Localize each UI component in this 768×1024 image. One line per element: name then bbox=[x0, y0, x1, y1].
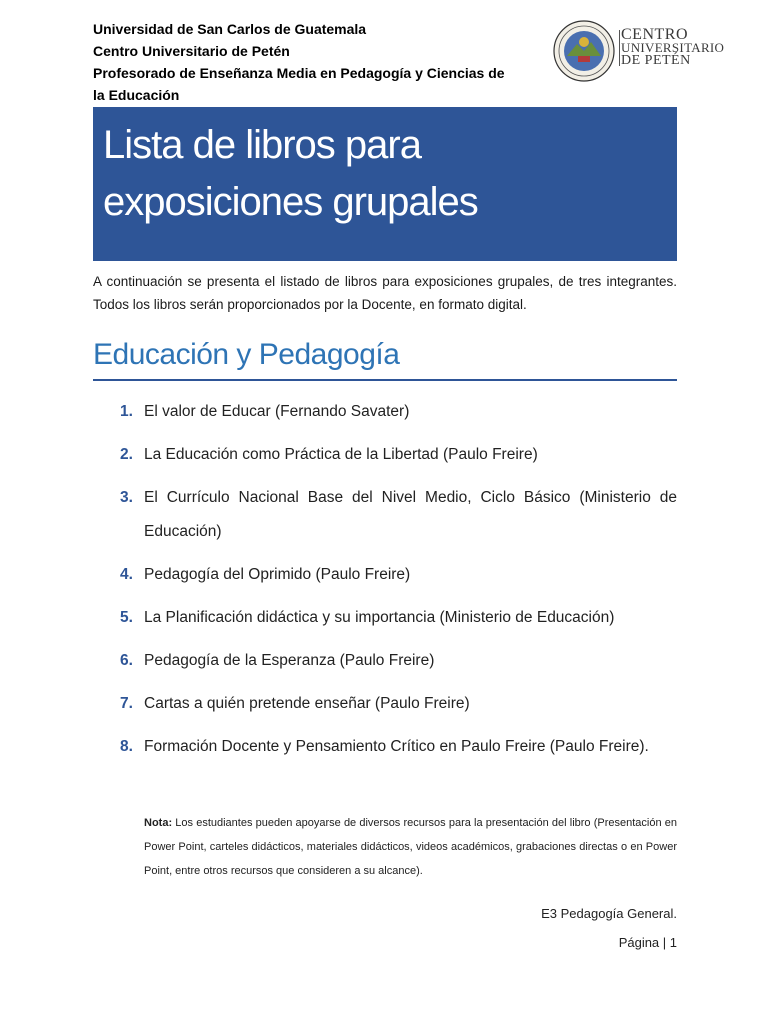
list-item bbox=[93, 481, 677, 549]
course-footer: E3 Pedagogía General. bbox=[541, 906, 677, 921]
list-number: 2. bbox=[120, 446, 133, 463]
section-heading: Educación y Pedagogía bbox=[93, 338, 400, 371]
brand-line-3: DE PETÉN bbox=[621, 53, 691, 68]
list-item bbox=[93, 687, 677, 721]
book-title: Pedagogía de la Esperanza (Paulo Freire) bbox=[144, 652, 435, 669]
book-title: La Planificación didáctica y su importancia (Ministerio de Educación) bbox=[144, 609, 615, 626]
section-divider bbox=[93, 379, 677, 381]
title-banner bbox=[93, 107, 677, 261]
list-number: 6. bbox=[120, 652, 133, 669]
book-title: El Currículo Nacional Base del Nivel Medio, Ciclo Básico (Ministerio de Educación) bbox=[144, 489, 677, 540]
list-number: 5. bbox=[120, 609, 133, 626]
note-label: Nota: bbox=[144, 817, 173, 829]
list-item bbox=[93, 601, 677, 635]
book-title: Pedagogía del Oprimido (Paulo Freire) bbox=[144, 566, 411, 583]
program-name-line1: Profesorado de Enseñanza Media en Pedagogía y Ciencias de bbox=[93, 65, 505, 81]
list-item bbox=[93, 438, 677, 472]
brand-wordmark bbox=[621, 28, 724, 67]
list-number: 3. bbox=[120, 489, 133, 506]
list-number: 1. bbox=[120, 403, 133, 420]
book-list bbox=[93, 395, 677, 773]
program-name-line2: la Educación bbox=[93, 87, 180, 103]
list-number: 7. bbox=[120, 695, 133, 712]
university-seal-icon bbox=[553, 20, 615, 82]
note-text: Los estudiantes pueden apoyarse de diversos recursos para la presentación del libro (Presentación en Power Point, carteles didácticos, materiales didácticos, videos académicos, grabaciones directas o en Power Point, entre otros recursos que consideren a su alcance). bbox=[144, 817, 677, 877]
book-title: Formación Docente y Pensamiento Crítico en Paulo Freire (Paulo Freire). bbox=[144, 738, 649, 755]
list-number: 8. bbox=[120, 738, 133, 755]
book-title: El valor de Educar (Fernando Savater) bbox=[144, 403, 410, 420]
institution-logo bbox=[553, 20, 743, 84]
list-number: 4. bbox=[120, 566, 133, 583]
page-number: Página | 1 bbox=[618, 935, 677, 950]
list-item bbox=[93, 644, 677, 678]
brand-divider bbox=[619, 30, 620, 66]
note-paragraph bbox=[144, 811, 677, 883]
header-block bbox=[93, 18, 543, 106]
title-line-1: Lista de libros para bbox=[103, 123, 421, 167]
list-item bbox=[93, 395, 677, 429]
document-title bbox=[103, 117, 663, 231]
title-line-2: exposiciones grupales bbox=[103, 180, 478, 224]
brand-line-2: UNIVERSITARIO bbox=[621, 40, 725, 55]
center-name: Centro Universitario de Petén bbox=[93, 43, 290, 59]
university-name: Universidad de San Carlos de Guatemala bbox=[93, 21, 367, 37]
list-item bbox=[93, 730, 677, 764]
list-item bbox=[93, 558, 677, 592]
book-title: Cartas a quién pretende enseñar (Paulo Freire) bbox=[144, 695, 470, 712]
brand-line-1: CENTRO bbox=[621, 26, 688, 43]
book-title: La Educación como Práctica de la Libertad (Paulo Freire) bbox=[144, 446, 538, 463]
intro-paragraph: A continuación se presenta el listado de libros para exposiciones grupales, de tres integrantes. Todos los libros serán proporcionados por la Docente, en formato digital. bbox=[93, 274, 677, 312]
